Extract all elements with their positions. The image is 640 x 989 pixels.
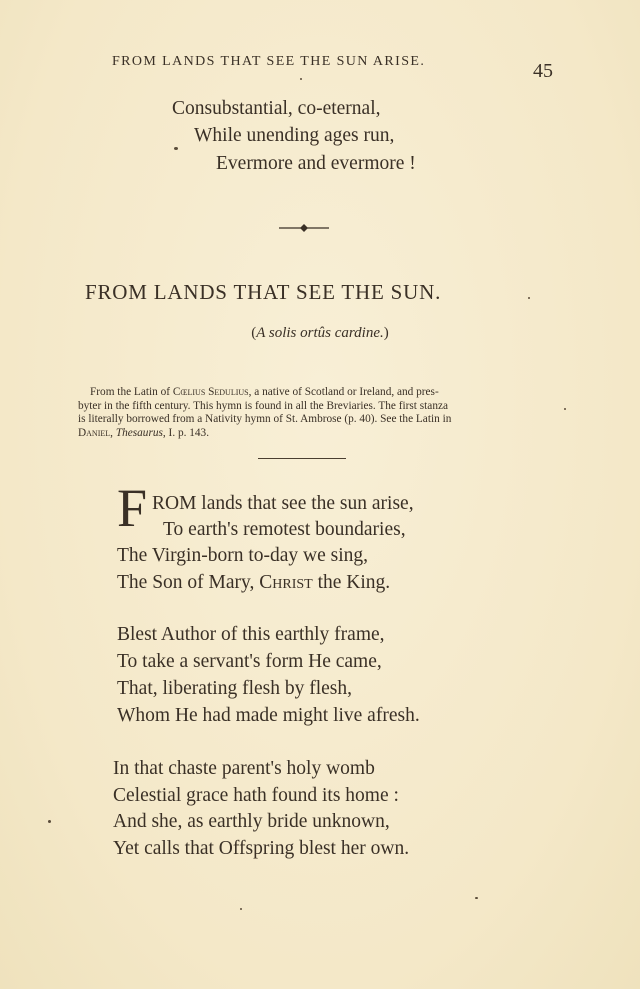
section-rule	[258, 458, 346, 459]
paper-speck	[528, 297, 530, 299]
stanza-3-line-3: And she, as earthly bride unknown,	[113, 811, 390, 832]
note-thesaurus: Thesaurus	[115, 426, 163, 439]
paper-speck	[564, 408, 566, 410]
note-line-1: From the Latin of Cœlius Sedulius, a native of Scotland or Ireland, and pres-	[90, 386, 439, 398]
paper-speck	[174, 147, 178, 150]
note-line-3: is literally borrowed from a Nativity hymn of St. Ambrose (p. 40). See the Latin in	[78, 413, 452, 425]
stanza-3-line-1: In that chaste parent's holy womb	[113, 758, 375, 779]
stanza-1-line-3: The Virgin-born to-day we sing,	[117, 545, 369, 566]
source-note	[78, 386, 550, 440]
paper-speck	[475, 897, 478, 899]
drop-cap: F	[117, 478, 148, 538]
stanza-2-line-1: Blest Author of this earthly frame,	[117, 624, 385, 645]
note-author: Cœlius Sedulius	[172, 386, 249, 398]
paper-speck	[240, 908, 242, 910]
stanza-2-line-4: Whom He had made might live afresh.	[117, 705, 420, 726]
note-line-2: byter in the fifth century. This hymn is found in all the Breviaries. The first stanza	[78, 399, 448, 412]
stanza-2-line-3: That, liberating flesh by flesh,	[117, 678, 353, 699]
stanza-2-line-2: To take a servant's form He came,	[117, 651, 382, 672]
prev-stanza-line-2: While unending ages run,	[194, 125, 395, 146]
stanza-3-line-4: Yet calls that Offspring blest her own.	[113, 838, 410, 859]
stanza-1-line-4: The Son of Mary, Christ the King.	[117, 572, 391, 593]
paper-speck	[300, 78, 302, 80]
note-daniel: Daniel	[78, 426, 111, 439]
prev-stanza-line-3: Evermore and evermore !	[216, 153, 416, 174]
christ-small-caps: Christ	[259, 572, 313, 593]
stanza-3-line-2: Celestial grace hath found its home :	[113, 785, 399, 806]
stanza-1-line-2: To earth's remotest boundaries,	[163, 519, 406, 540]
paper-speck	[48, 820, 51, 823]
latin-title: (A solis ortûs cardine.)	[251, 325, 389, 341]
stanza-1-line-1: ROM lands that see the sun arise,	[152, 493, 414, 514]
note-line-4: Daniel, Thesaurus, I. p. 143.	[78, 426, 210, 439]
hymn-title: FROM LANDS THAT SEE THE SUN.	[85, 280, 442, 304]
running-head: FROM LANDS THAT SEE THE SUN ARISE.	[112, 54, 426, 69]
latin-title-text: A solis ortûs cardine.	[256, 325, 384, 341]
ornament-divider-icon	[279, 222, 329, 234]
page-number: 45	[533, 60, 553, 82]
prev-stanza-line-1: Consubstantial, co-eternal,	[172, 98, 381, 119]
